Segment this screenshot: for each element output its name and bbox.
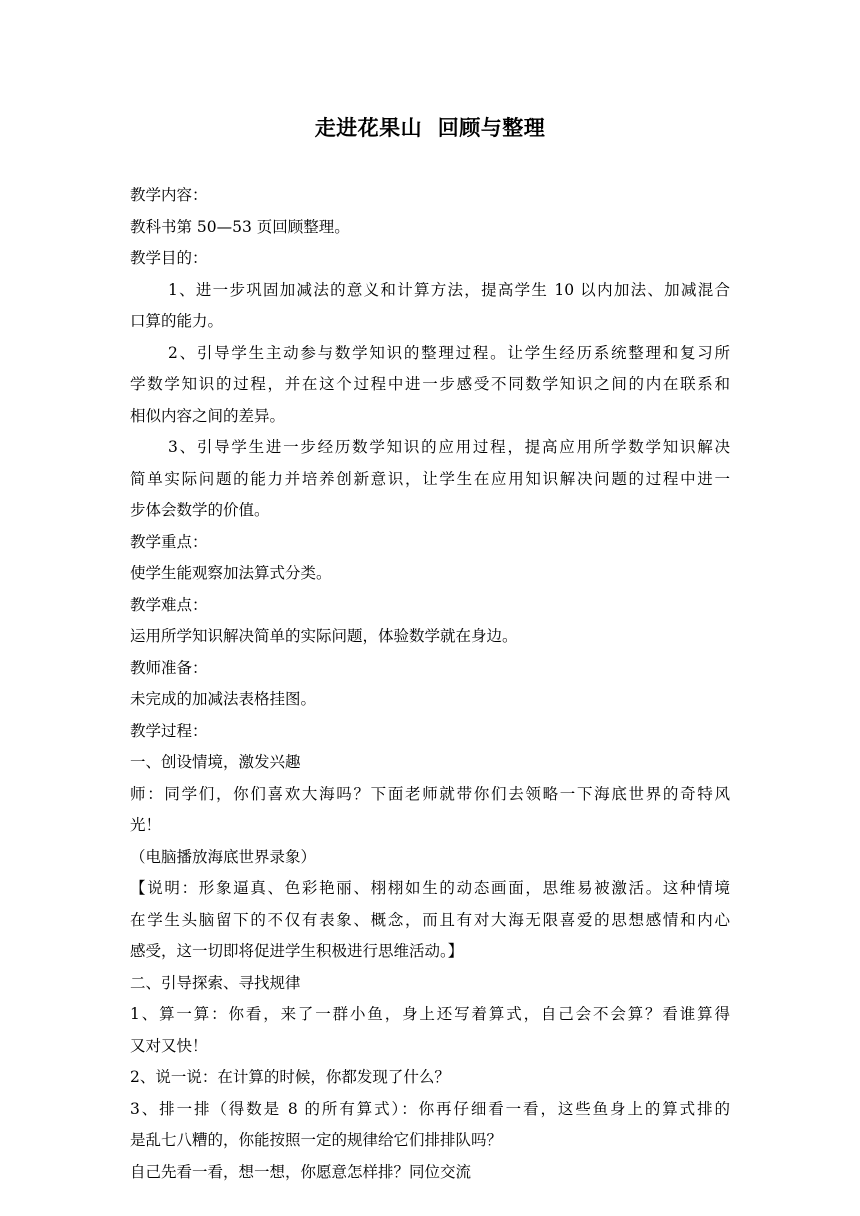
text-line: 未完成的加减法表格挂图。 — [130, 690, 317, 708]
text-line: 是乱七八糟的，你能按照一定的规律给它们排排队吗？ — [130, 1131, 503, 1149]
text-line: 师：同学们，你们喜欢大海吗？下面老师就带你们去领略一下海底世界的奇特风 — [130, 784, 730, 803]
heading-teaching-goals: 教学目的： — [130, 249, 208, 267]
text-line: 步体会数学的价值。 — [130, 501, 270, 519]
text-line: 在学生头脑留下的不仅有表象、概念，而且有对大海无限喜爱的思想感情和内心 — [130, 910, 730, 929]
text-line: 1、算一算：你看，来了一群小鱼，身上还写着算式，自己会不会算？看谁算得 — [130, 1005, 730, 1023]
text-line: 口算的能力。 — [130, 312, 224, 330]
text-line: 学数学知识的过程，并在这个过程中进一步感受不同数学知识之间的内在联系和 — [130, 375, 730, 393]
text-line: 光！ — [130, 816, 162, 834]
heading-difficulties: 教学难点： — [130, 595, 208, 614]
heading-teaching-process: 教学过程： — [130, 721, 208, 740]
text-line: 3、引导学生进一步经历数学知识的应用过程，提高应用所学数学知识解决 — [168, 438, 730, 456]
text-line: 2、说一说：在计算的时候，你都发现了什么？ — [130, 1068, 450, 1086]
text-line: 简单实际问题的能力并培养创新意识，让学生在应用知识解决问题的过程中进一 — [130, 469, 730, 488]
text-line: 相似内容之间的差异。 — [130, 406, 286, 425]
text-line: 1、进一步巩固加减法的意义和计算方法，提高学生 10 以内加法、加减混合 — [168, 280, 730, 299]
section-heading: 二、引导探索、寻找规律 — [130, 973, 301, 992]
text-line: 教科书第 50—53 页回顾整理。 — [130, 217, 350, 236]
text-line: 自己先看一看，想一想，你愿意怎样排？同位交流 — [130, 1162, 472, 1181]
text-line: 运用所学知识解决简单的实际问题，体验数学就在身边。 — [130, 627, 518, 645]
text-line: 使学生能观察加法算式分类。 — [130, 564, 332, 582]
section-heading: 一、创设情境，激发兴趣 — [130, 753, 301, 771]
text-line: 3、排一排（得数是 8 的所有算式）：你再仔细看一看，这些鱼身上的算式排的 — [130, 1099, 730, 1118]
text-line: 【说明：形象逼真、色彩艳丽、栩栩如生的动态画面，思维易被激活。这种情境 — [130, 879, 730, 897]
text-line: （电脑播放海底世界录象） — [130, 847, 317, 866]
document-body — [130, 180, 730, 1188]
text-line: 又对又快！ — [130, 1036, 208, 1055]
text-line: 感受，这一切即将促进学生积极进行思维活动。】 — [130, 942, 464, 960]
document-title: 走进花果山 回顾与整理 — [314, 115, 546, 140]
text-line: 2、引导学生主动参与数学知识的整理过程。让学生经历系统整理和复习所 — [168, 343, 730, 362]
heading-key-points: 教学重点： — [130, 532, 208, 551]
heading-teacher-preparation: 教师准备： — [130, 658, 208, 677]
heading-teaching-content: 教学内容： — [130, 186, 208, 204]
